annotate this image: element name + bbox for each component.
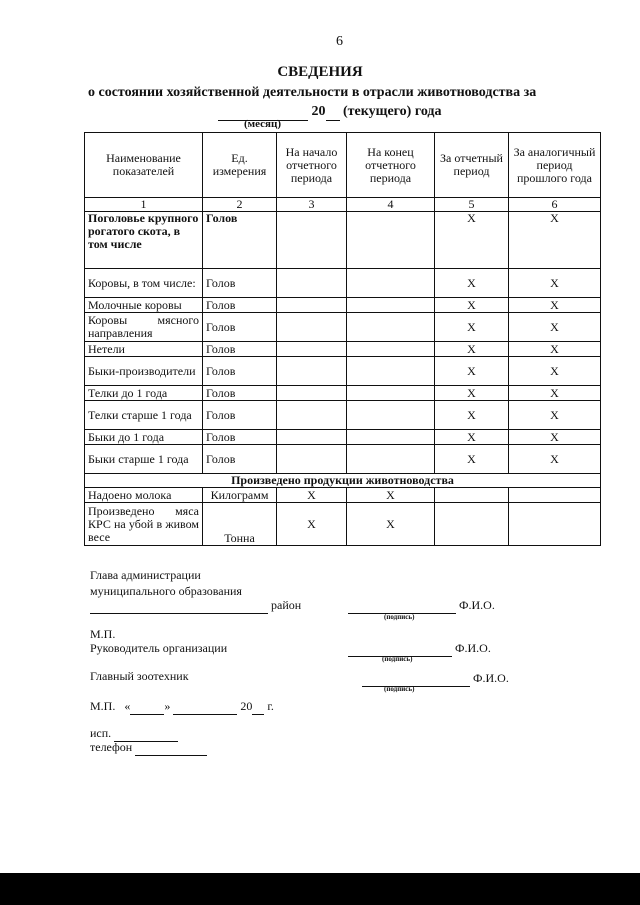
row-name: Надоено молока xyxy=(85,488,203,503)
date-suffix: г. xyxy=(267,699,274,713)
cell-start: X xyxy=(277,503,347,546)
table-row xyxy=(85,313,601,342)
cell-prev: X xyxy=(509,401,601,430)
row-name: Быки до 1 года xyxy=(85,430,203,445)
year-prefix: 20 xyxy=(311,104,326,119)
row-name: Молочные коровы xyxy=(85,298,203,313)
table-row xyxy=(85,488,601,503)
year-suffix: (текущего) года xyxy=(343,104,442,119)
fio-label: Ф.И.О. xyxy=(459,598,495,612)
cell-prev: X xyxy=(509,430,601,445)
header-prev: За аналогичный период прошлого года xyxy=(509,133,601,198)
cell-end xyxy=(347,401,435,430)
table-row xyxy=(85,357,601,386)
head-signature xyxy=(348,598,495,614)
cell-period: X xyxy=(435,342,509,357)
cell-period: X xyxy=(435,430,509,445)
section-row xyxy=(85,474,601,488)
cell-start xyxy=(277,298,347,313)
row-unit: Килограмм xyxy=(203,488,277,503)
column-number: 4 xyxy=(347,198,435,212)
cell-period: X xyxy=(435,386,509,401)
table-row xyxy=(85,445,601,474)
cell-start xyxy=(277,212,347,269)
scan-bottom-border xyxy=(0,873,640,905)
district-blank xyxy=(90,598,268,614)
phone-blank xyxy=(135,740,207,756)
cell-period: X xyxy=(435,401,509,430)
row-unit: Голов xyxy=(203,298,277,313)
cell-prev: X xyxy=(509,386,601,401)
page-title: СВЕДЕНИЯ xyxy=(277,64,363,80)
cell-start: X xyxy=(277,488,347,503)
cell-end xyxy=(347,313,435,342)
livestock-table xyxy=(84,132,601,546)
org-head-label: Руководитель организации xyxy=(90,641,228,655)
cell-end xyxy=(347,386,435,401)
signature-caption: (подпись) xyxy=(384,613,415,621)
cell-prev: X xyxy=(509,212,601,269)
table-row xyxy=(85,212,601,269)
cell-prev: X xyxy=(509,298,601,313)
year-blank xyxy=(326,104,340,121)
phone-label: телефон xyxy=(90,740,133,754)
date-line xyxy=(90,699,274,715)
row-name: Коровы, в том числе: xyxy=(85,269,203,298)
cell-prev xyxy=(509,488,601,503)
stamp-label: М.П. xyxy=(90,699,116,713)
cell-period: X xyxy=(435,298,509,313)
cell-prev: X xyxy=(509,269,601,298)
cell-start xyxy=(277,269,347,298)
cell-start xyxy=(277,401,347,430)
municipality-label: муниципального образования xyxy=(90,584,242,598)
year-blank xyxy=(252,699,264,715)
cell-period: X xyxy=(435,357,509,386)
cell-start xyxy=(277,445,347,474)
cell-end xyxy=(347,342,435,357)
table-header-row xyxy=(85,133,601,198)
cell-prev: X xyxy=(509,445,601,474)
cell-end xyxy=(347,298,435,313)
cell-end xyxy=(347,445,435,474)
month-label: (месяц) xyxy=(244,118,282,130)
cell-prev: X xyxy=(509,357,601,386)
cell-period: X xyxy=(435,445,509,474)
row-name: Телки до 1 года xyxy=(85,386,203,401)
column-numbers-row xyxy=(85,198,601,212)
signature-caption: (подпись) xyxy=(384,685,415,693)
row-unit: Голов xyxy=(203,342,277,357)
row-unit: Тонна xyxy=(203,503,277,546)
org-head-signature xyxy=(348,641,491,657)
column-number: 2 xyxy=(203,198,277,212)
cell-start xyxy=(277,357,347,386)
row-name: Быки старше 1 года xyxy=(85,445,203,474)
signature-blank xyxy=(348,598,456,614)
header-start: На начало отчетного периода xyxy=(277,133,347,198)
header-indicator: Наименование показателей xyxy=(85,133,203,198)
table-row xyxy=(85,298,601,313)
cell-end xyxy=(347,212,435,269)
chief-zoo-label: Главный зоотехник xyxy=(90,669,189,683)
cell-period: X xyxy=(435,313,509,342)
cell-period xyxy=(435,488,509,503)
executor-label: исп. xyxy=(90,726,112,740)
district-label: район xyxy=(271,598,302,612)
section-title: Произведено продукции животноводства xyxy=(85,474,601,488)
cell-start xyxy=(277,386,347,401)
fio-label: Ф.И.О. xyxy=(455,641,491,655)
date-open: « xyxy=(124,699,131,713)
fio-label: Ф.И.О. xyxy=(473,671,509,685)
column-number: 1 xyxy=(85,198,203,212)
stamp-label: М.П. xyxy=(90,627,116,641)
table-row xyxy=(85,503,601,546)
date-close: » xyxy=(164,699,171,713)
column-number: 5 xyxy=(435,198,509,212)
row-unit: Голов xyxy=(203,430,277,445)
header-period: За отчетный период xyxy=(435,133,509,198)
column-number: 6 xyxy=(509,198,601,212)
row-name: Телки старше 1 года xyxy=(85,401,203,430)
cell-end xyxy=(347,269,435,298)
cell-start xyxy=(277,313,347,342)
cell-end: X xyxy=(347,488,435,503)
cell-prev: X xyxy=(509,313,601,342)
row-unit: Голов xyxy=(203,269,277,298)
header-unit: Ед. измерения xyxy=(203,133,277,198)
cell-period xyxy=(435,503,509,546)
row-name: Произведено мяса КРС на убой в живом весе xyxy=(85,503,203,546)
row-unit: Голов xyxy=(203,401,277,430)
signature-caption: (подпись) xyxy=(382,655,413,663)
table-row xyxy=(85,386,601,401)
row-name: Нетели xyxy=(85,342,203,357)
table-row xyxy=(85,342,601,357)
cell-prev xyxy=(509,503,601,546)
row-name: Поголовье крупного рогатого скота, в том числе xyxy=(85,212,203,269)
date-year: 20 xyxy=(240,699,253,713)
cell-period: X xyxy=(435,269,509,298)
head-admin-label: Глава администрации xyxy=(90,568,201,582)
table-row xyxy=(85,401,601,430)
cell-start xyxy=(277,430,347,445)
cell-end xyxy=(347,430,435,445)
row-name: Быки-производители xyxy=(85,357,203,386)
cell-end xyxy=(347,357,435,386)
header-end: На конец отчетного периода xyxy=(347,133,435,198)
cell-prev: X xyxy=(509,342,601,357)
table-row xyxy=(85,269,601,298)
district-line xyxy=(90,598,301,614)
day-blank xyxy=(130,699,164,715)
column-number: 3 xyxy=(277,198,347,212)
row-unit: Голов xyxy=(203,357,277,386)
cell-end: X xyxy=(347,503,435,546)
phone-line xyxy=(90,740,207,756)
row-unit: Голов xyxy=(203,212,277,269)
page-subtitle: о состоянии хозяйственной деятельности в отрасли животноводства за xyxy=(88,85,537,100)
cell-period: X xyxy=(435,212,509,269)
row-unit: Голов xyxy=(203,445,277,474)
table-row xyxy=(85,430,601,445)
page-number: 6 xyxy=(336,34,343,49)
row-unit: Голов xyxy=(203,313,277,342)
month-blank xyxy=(173,699,237,715)
signature-blank xyxy=(362,671,470,687)
row-unit: Голов xyxy=(203,386,277,401)
row-name: Коровы мясного направления xyxy=(85,313,203,342)
cell-start xyxy=(277,342,347,357)
